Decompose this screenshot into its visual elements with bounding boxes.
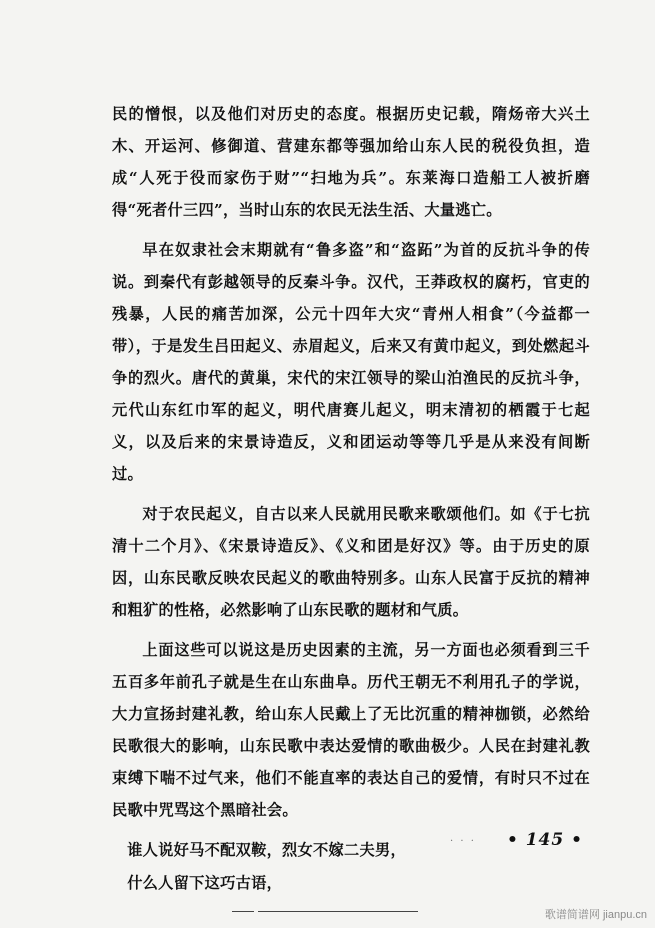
- footer-rule: [258, 911, 418, 912]
- paragraph-3: 对于农民起义，自古以来人民就用民歌来歌颂他们。如《于七抗清十二个月》、《宋景诗造反》、《义和团是好汉》等。由于历史的原因，山东民歌反映农民起义的歌曲特别多。山东人民富于反抗的精神和粗犷的性格，必然影响了山东民歌的题材和气质。: [112, 505, 590, 619]
- paragraph-2: 早在奴隶社会末期就有“鲁多盗”和“盗跖”为首的反抗斗争的传说。到秦代有彭越领导的反秦斗争。汉代，王莽政权的腐朽，官吏的残暴，人民的痛苦加深，公元十四年大灾“青州人相食”（今益都一带），于是发生吕田起义、赤眉起义，后来又有黄巾起义，到处燃起斗争的烈火。唐代的黄巢，宋代的宋江领导的梁山泊渔民的反抗斗争，元代山东红巾军的起义，明代唐赛儿起义，明末清初的栖霞于七起义，以及后来的宋景诗造反，义和团运动等等几乎是从来没有间断过。: [112, 241, 590, 483]
- verse-line-2: 什么人留下这巧古语，: [127, 874, 283, 892]
- footer-rule-left: [232, 911, 254, 912]
- page-number: • 145 •: [506, 830, 583, 850]
- paragraph-4: 上面这些可以说这是历史因素的主流，另一方面也必须看到三千五百多年前孔子就是生在山东曲阜。历代王朝无不利用孔子的学说，大力宣扬封建礼教，给山东人民戴上了无比沉重的精神枷锁，必然给民歌很大的影响，山东民歌中表达爱情的歌曲极少。人民在封建礼教束缚下喘不过气来，他们不能直率的表达自己的爱情，有时只不过在民歌中咒骂这个黑暗社会。: [112, 641, 590, 819]
- watermark: 歌谱简谱网 jianpu.cn: [544, 909, 647, 921]
- scan-specks: · · ·: [450, 836, 476, 847]
- verse-line-1: 谁人说好马不配双鞍，烈女不嫁二夫男，: [127, 841, 406, 859]
- body-text: [112, 98, 590, 900]
- paragraph-1: 民的憎恨，以及他们对历史的态度。根据历史记载，隋炀帝大兴土木、开运河、修御道、营建东都等强加给山东人民的税役负担，造成“人死于役而家伤于财”“扫地为兵”。东莱海口造船工人被折磨得“死者什三四”，当时山东的农民无法生活、大量逃亡。: [112, 105, 590, 219]
